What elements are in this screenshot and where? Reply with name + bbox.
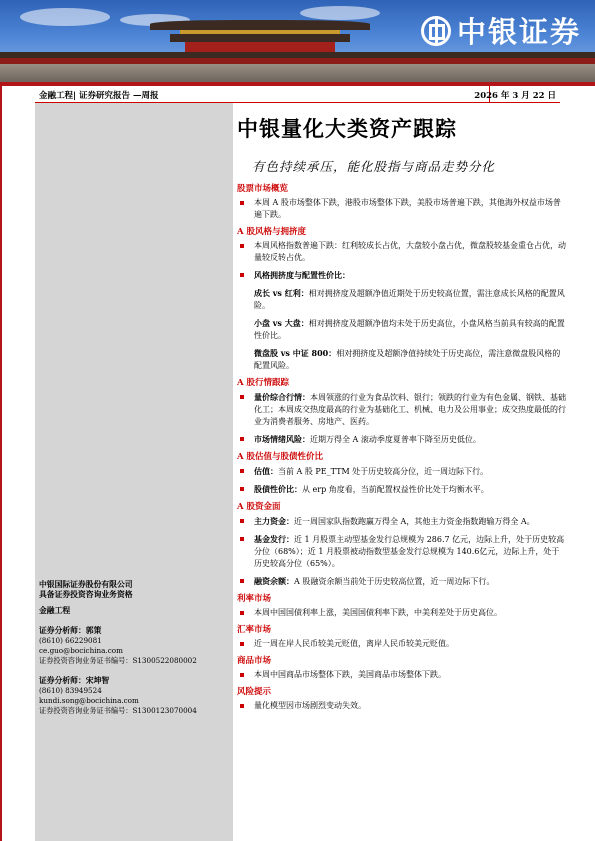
brand-name: 中银证券	[456, 15, 581, 49]
report-date: 2026 年 3 月 22 日	[474, 91, 556, 101]
section-heading: A 股资金面	[237, 502, 281, 512]
section-heading: 风险提示	[237, 687, 272, 697]
sidebar-info	[39, 580, 229, 716]
list-item: 主力资金：近一周国家队指数跑赢万得全 A，其他主力资金指数跑输万得全 A。	[237, 515, 567, 528]
sub-item: 小盘 vs 大盘：相对拥挤度及超额净值均未处于历史高位，小盘风格当前具有较高的配置性价比。	[254, 318, 565, 340]
bullet-icon	[240, 673, 244, 677]
bullet-icon	[240, 244, 244, 248]
analyst-phone: (8610) 83949524	[39, 686, 102, 695]
report-type: 金融工程| 证券研究报告 —周报	[39, 91, 159, 101]
section-heading: A 股行情跟踪	[237, 378, 290, 388]
analyst-email[interactable]: kundi.song@bocichina.com	[39, 696, 139, 705]
bullet-icon	[240, 642, 244, 646]
list-item: 本周 A 股市场整体下跌，港股市场整体下跌，美股市场普遍下跌，其他海外权益市场普遍下跌。	[237, 197, 567, 221]
list-item: 融资余额：A 股融资余额当前处于历史较高位置，近一周边际下行。	[237, 575, 567, 588]
section-heading: 汇率市场	[237, 625, 272, 635]
bullet-icon	[240, 519, 244, 523]
bullet-icon	[240, 273, 244, 277]
list-item: 市场情绪风险：近期万得全 A 滚动季度夏普率下降至历史低位。	[237, 433, 567, 446]
analyst-name: 证券分析师：郭策	[39, 626, 102, 635]
analyst-cert: 证券投资咨询业务证书编号：S1300522080002	[39, 656, 197, 665]
bullet-icon	[240, 395, 244, 399]
section-heading: 商品市场	[237, 656, 272, 666]
company-qualification: 具备证券投资咨询业务资格	[39, 590, 133, 599]
section-heading: 利率市场	[237, 594, 272, 604]
bullet-icon	[240, 487, 244, 491]
bullet-icon	[240, 469, 244, 473]
bullet-icon	[240, 201, 244, 205]
list-item: 本周中国商品市场整体下跌，美国商品市场整体下跌。	[237, 669, 567, 681]
analyst-phone: (8610) 66229081	[39, 636, 102, 645]
list-item: 估值：当前 A 股 PE_TTM 处于历史较高分位，近一周边际下行。	[237, 465, 567, 478]
report-meta-row	[35, 86, 560, 103]
page-subtitle: 有色持续承压，能化股指与商品走势分化	[252, 159, 496, 174]
section-heading: A 股风格与拥挤度	[237, 227, 307, 237]
list-item: 股债性价比：从 erp 角度看，当前配置权益性价比处于均衡水平。	[237, 483, 567, 496]
list-item: 近一周在岸人民币较美元贬值，离岸人民币较美元贬值。	[237, 638, 567, 650]
sub-item: 成长 vs 红利：相对拥挤度及超额净值近期处于历史较高位置，需注意成长风格的配置风险。	[254, 288, 565, 310]
section-heading: 股票市场概览	[237, 184, 289, 194]
sub-item: 微盘股 vs 中证 800：相对拥挤度及超额净值持续处于历史高位，需注意微盘股风格的配置风险。	[254, 348, 561, 370]
brand-logo	[421, 10, 581, 51]
bullet-icon	[240, 579, 244, 583]
main-content	[237, 180, 567, 717]
sidebar-panel	[35, 103, 233, 841]
list-item: 本周风格指数普遍下跌：红利较成长占优，大盘较小盘占优，微盘股较基金重仓占优，动量较反转占优。	[237, 240, 567, 264]
analyst-name: 证券分析师：宋坤智	[39, 676, 110, 685]
bullet-icon	[240, 537, 244, 541]
company-name: 中银国际证券股份有限公司	[39, 580, 133, 589]
bullet-icon	[240, 437, 244, 441]
analyst-email[interactable]: ce.guo@bocichina.com	[39, 646, 123, 655]
list-item: 量化模型因市场剧烈变动失效。	[237, 700, 567, 712]
section-heading: A 股估值与股债性价比	[237, 452, 324, 462]
page-title: 中银量化大类资产跟踪	[237, 116, 457, 141]
department: 金融工程	[39, 606, 71, 615]
list-item: 量价综合行情：本周领涨的行业为食品饮料、银行；领跌的行业为有色金属、钢铁、基础化工；本周成交热度最高的行业为基础化工、机械、电力及公用事业；成交热度最低的行业为消费者服务、房地产、医药。	[237, 391, 567, 428]
bullet-icon	[240, 611, 244, 615]
bullet-icon	[240, 704, 244, 708]
list-item: 基金发行：近 1 月股票主动型基金发行总规模为 286.7 亿元，边际上升，处于历史较高分位（68%）；近 1 月股票被动指数型基金发行总规模为 140.6亿元，边际上升，处于历史较高分位（65%）。	[237, 533, 567, 570]
list-item: 风格拥挤度与配置性价比：	[237, 269, 567, 282]
analyst-cert: 证券投资咨询业务证书编号：S1300123070004	[39, 706, 197, 715]
left-edge-bar	[0, 86, 2, 841]
bank-of-china-logo-icon	[421, 16, 451, 46]
list-item: 本周中国国债利率上涨，美国国债利率下跌，中美利差处于历史高位。	[237, 607, 567, 619]
